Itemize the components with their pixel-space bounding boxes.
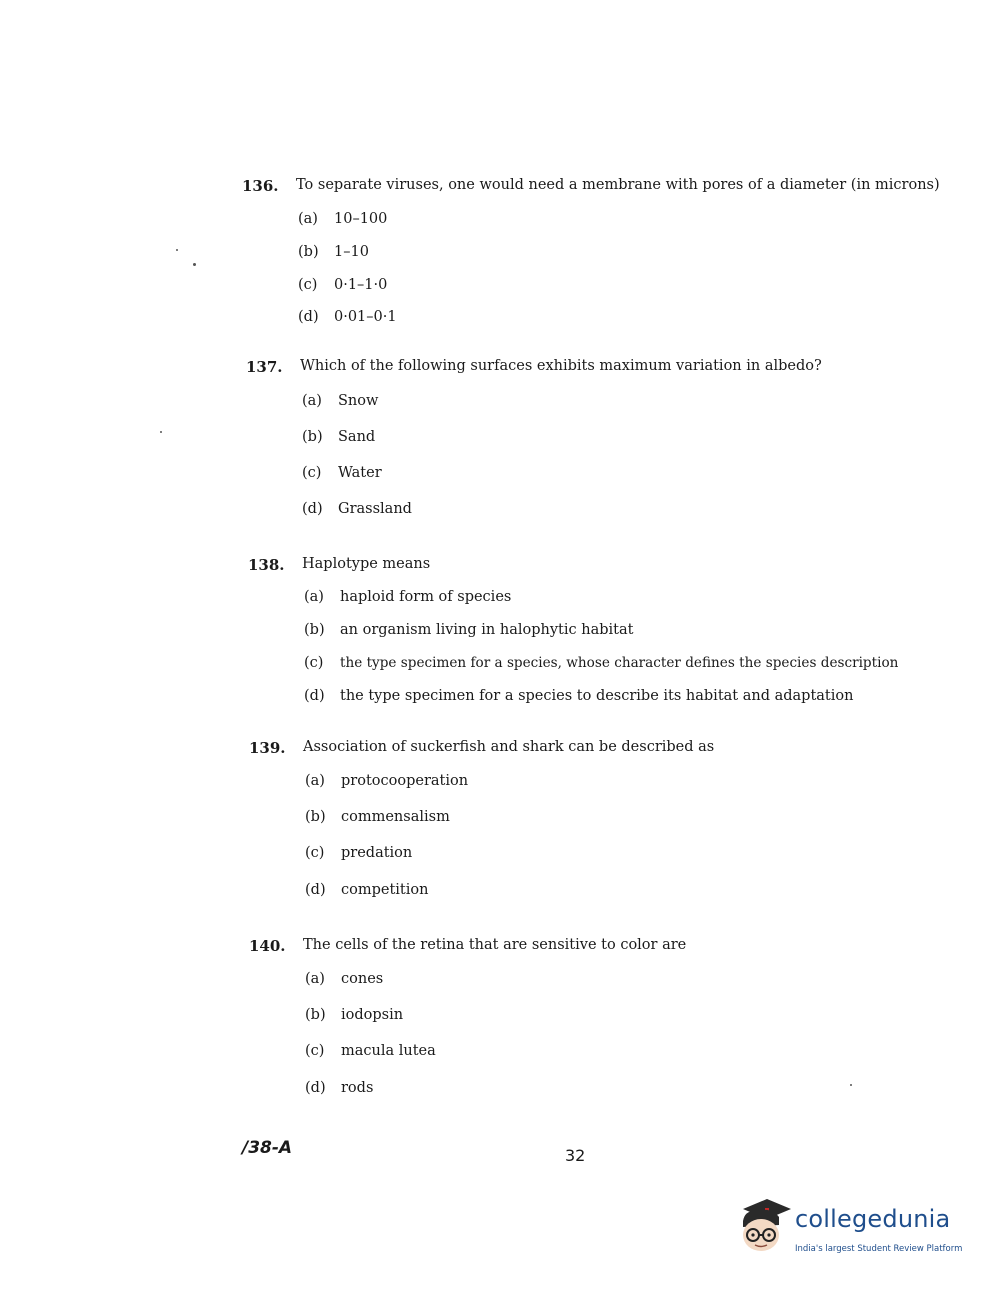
option-label: (b) <box>304 622 325 638</box>
question-text: The cells of the retina that are sensitive to color are <box>303 937 687 953</box>
option-text: cones <box>341 971 384 987</box>
option-b <box>305 1007 403 1023</box>
mascot-logo-icon <box>735 1195 795 1257</box>
option-label: (c) <box>304 655 324 671</box>
option-c <box>298 277 387 293</box>
option-b <box>298 244 369 260</box>
question-number: 139. <box>249 739 286 757</box>
option-a <box>298 211 387 227</box>
scan-speck <box>850 1084 852 1086</box>
option-text: haploid form of species <box>340 589 512 605</box>
option-d <box>305 1080 373 1096</box>
page-number: 32 <box>565 1146 586 1165</box>
option-a <box>305 971 383 987</box>
question-number: 137. <box>246 358 283 376</box>
option-label: (d) <box>298 309 319 325</box>
question-text: To separate viruses, one would need a membrane with pores of a diameter (in microns) <box>296 177 940 193</box>
option-label: (d) <box>302 501 323 517</box>
scan-speck <box>193 263 196 266</box>
option-b <box>305 809 450 825</box>
scan-speck <box>160 431 162 433</box>
option-text: 10–100 <box>334 211 388 227</box>
option-label: (c) <box>305 845 325 861</box>
option-label: (b) <box>305 1007 326 1023</box>
option-text: Grassland <box>338 501 412 517</box>
option-text: Snow <box>338 393 379 409</box>
option-label: (a) <box>302 393 322 409</box>
option-text: protocooperation <box>341 773 469 789</box>
question-text: Haplotype means <box>302 556 431 572</box>
option-label: (a) <box>305 971 325 987</box>
option-d <box>298 309 397 325</box>
option-text: competition <box>341 882 429 898</box>
brand-name: collegedunia <box>795 1205 951 1233</box>
option-d <box>302 501 412 517</box>
option-text: macula lutea <box>341 1043 436 1059</box>
option-b <box>302 429 375 445</box>
brand-tagline: India's largest Student Review Platform <box>795 1244 963 1254</box>
option-text: commensalism <box>341 809 450 825</box>
question-text: Which of the following surfaces exhibits maximum variation in albedo? <box>300 358 822 374</box>
question-137 <box>246 358 946 517</box>
option-label: (d) <box>305 882 326 898</box>
option-b <box>304 622 633 638</box>
option-a <box>302 393 378 409</box>
option-a <box>304 589 511 605</box>
option-text: Water <box>338 465 382 481</box>
option-text: iodopsin <box>341 1007 404 1023</box>
option-text: the type specimen for a species to describe its habitat and adaptation <box>340 688 854 704</box>
question-text: Association of suckerfish and shark can be described as <box>303 739 715 755</box>
question-number: 136. <box>242 177 279 195</box>
option-text: rods <box>341 1080 374 1096</box>
option-c <box>305 845 412 861</box>
question-138 <box>248 556 948 704</box>
option-text: an organism living in halophytic habitat <box>340 622 634 638</box>
option-d <box>304 688 853 704</box>
question-number: 138. <box>248 556 285 574</box>
option-label: (c) <box>298 277 318 293</box>
question-number: 140. <box>249 937 286 955</box>
option-label: (a) <box>305 773 325 789</box>
question-140 <box>249 937 949 1096</box>
option-label: (a) <box>304 589 324 605</box>
option-label: (c) <box>302 465 322 481</box>
option-label: (c) <box>305 1043 325 1059</box>
option-label: (d) <box>305 1080 326 1096</box>
option-text: Sand <box>338 429 376 445</box>
option-c <box>302 465 382 481</box>
option-text: the type specimen for a species, whose character defines the species description <box>340 655 899 671</box>
question-139 <box>249 739 949 898</box>
brand-watermark <box>735 1195 965 1265</box>
option-text: 0·01–0·1 <box>334 309 397 325</box>
option-text: 1–10 <box>334 244 369 260</box>
option-label: (d) <box>304 688 325 704</box>
option-c <box>304 655 898 671</box>
scan-speck <box>176 249 178 251</box>
option-label: (b) <box>302 429 323 445</box>
option-label: (a) <box>298 211 318 227</box>
booklet-code: /38-A <box>242 1138 293 1158</box>
question-136 <box>242 177 942 325</box>
option-text: predation <box>341 845 413 861</box>
option-text: 0·1–1·0 <box>334 277 388 293</box>
option-a <box>305 773 468 789</box>
option-label: (b) <box>305 809 326 825</box>
option-d <box>305 882 428 898</box>
option-label: (b) <box>298 244 319 260</box>
option-c <box>305 1043 436 1059</box>
